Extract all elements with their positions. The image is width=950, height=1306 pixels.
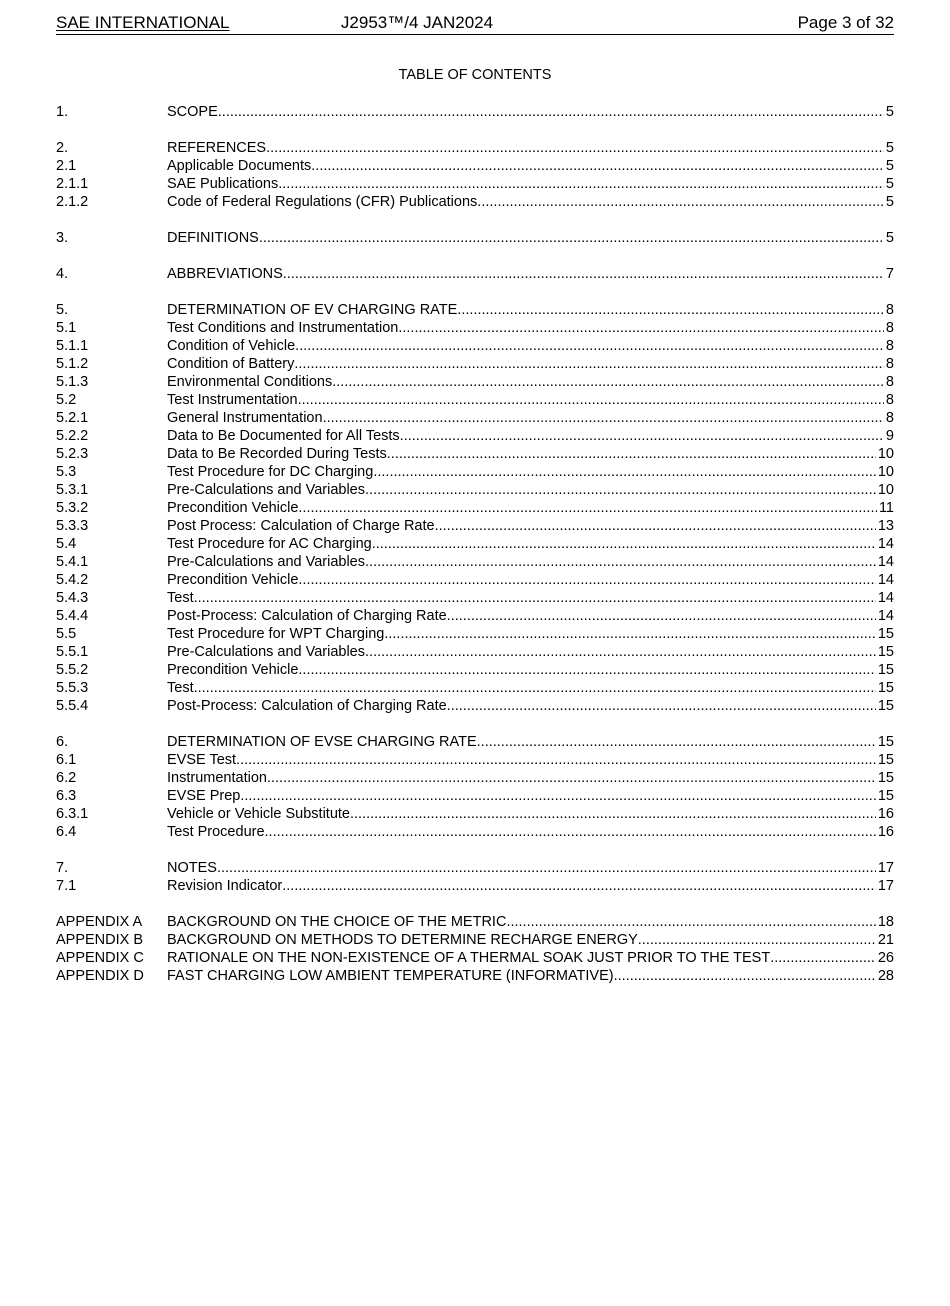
dot-leader xyxy=(218,103,884,121)
toc-entry-number: 2.1.2 xyxy=(56,194,89,210)
toc-group xyxy=(56,913,894,985)
toc-entry-title: NOTES xyxy=(167,860,217,876)
toc-entry-title: Pre-Calculations and Variables xyxy=(167,554,366,570)
toc-entry[interactable] xyxy=(56,769,894,787)
toc-entry-page: 7 xyxy=(885,266,894,282)
toc-entry-number: 7. xyxy=(56,860,69,876)
toc-entry-number: 5.3.3 xyxy=(56,518,89,534)
dot-leader xyxy=(477,193,884,211)
toc-entry[interactable] xyxy=(56,751,894,769)
toc-entry-number: 5. xyxy=(56,302,69,318)
toc-entry[interactable] xyxy=(56,499,894,517)
toc-entry-title: Precondition Vehicle xyxy=(167,500,299,516)
toc-entry-page: 15 xyxy=(877,626,894,642)
header-org: SAE INTERNATIONAL xyxy=(56,13,230,32)
toc-group xyxy=(56,229,894,247)
toc-group xyxy=(56,301,894,715)
toc-entry-page: 14 xyxy=(877,536,894,552)
toc-entry-page: 5 xyxy=(885,104,894,120)
dot-leader xyxy=(298,391,884,409)
dot-leader xyxy=(350,805,876,823)
toc-entry[interactable] xyxy=(56,157,894,175)
toc-group xyxy=(56,265,894,283)
toc-entry-number: 5.3.1 xyxy=(56,482,89,498)
toc-entry-number: APPENDIX D xyxy=(56,968,144,984)
toc-entry-title: BACKGROUND ON THE CHOICE OF THE METRIC xyxy=(167,914,507,930)
dot-leader xyxy=(298,571,875,589)
toc-entry-page: 10 xyxy=(877,464,894,480)
toc-entry[interactable] xyxy=(56,445,894,463)
toc-entry-title: Code of Federal Regulations (CFR) Publications xyxy=(167,194,478,210)
toc-entry-page: 5 xyxy=(885,230,894,246)
toc-entry-number: 2.1 xyxy=(56,158,77,174)
page-header xyxy=(56,12,894,35)
toc-entry-page: 15 xyxy=(877,752,894,768)
toc-entry[interactable] xyxy=(56,661,894,679)
toc-entry-number: 5.2.2 xyxy=(56,428,89,444)
toc-entry-title: DETERMINATION OF EVSE CHARGING RATE xyxy=(167,734,477,750)
dot-leader xyxy=(283,265,884,283)
toc-entry-page: 13 xyxy=(877,518,894,534)
toc-entry[interactable] xyxy=(56,823,894,841)
dot-leader xyxy=(447,697,876,715)
toc-entry[interactable] xyxy=(56,571,894,589)
toc-entry-page: 8 xyxy=(885,374,894,390)
toc-entry-title: DEFINITIONS xyxy=(167,230,259,246)
toc-entry[interactable] xyxy=(56,679,894,697)
dot-leader xyxy=(240,787,876,805)
dot-leader xyxy=(365,481,876,499)
toc-entry[interactable] xyxy=(56,607,894,625)
toc-entry-title: REFERENCES xyxy=(167,140,267,156)
dot-leader xyxy=(384,625,876,643)
header-page-number: Page 3 of 32 xyxy=(797,13,894,32)
toc-entry-title: Test Procedure for DC Charging xyxy=(167,464,374,480)
toc-entry-title: SAE Publications xyxy=(167,176,279,192)
toc-entry[interactable] xyxy=(56,859,894,877)
toc-entry-page: 5 xyxy=(885,140,894,156)
toc-entry[interactable] xyxy=(56,625,894,643)
toc-entry-page: 16 xyxy=(877,824,894,840)
toc-entry-number: 5.3.2 xyxy=(56,500,89,516)
toc-entry-title: Test xyxy=(167,680,194,696)
dot-leader xyxy=(194,679,876,697)
toc-entry-page: 9 xyxy=(885,428,894,444)
toc-entry[interactable] xyxy=(56,427,894,445)
toc-entry-title: EVSE Prep xyxy=(167,788,241,804)
dot-leader xyxy=(311,157,884,175)
dot-leader xyxy=(387,445,876,463)
dot-leader xyxy=(447,607,876,625)
toc-entry-number: 3. xyxy=(56,230,69,246)
toc-entry-number: 5.5.3 xyxy=(56,680,89,696)
dot-leader xyxy=(278,175,884,193)
toc-entry-number: 7.1 xyxy=(56,878,77,894)
dot-leader xyxy=(266,139,884,157)
toc-entry-page: 14 xyxy=(877,572,894,588)
toc-entry-page: 17 xyxy=(877,878,894,894)
dot-leader xyxy=(477,733,876,751)
toc-entry-page: 15 xyxy=(877,770,894,786)
toc-entry-number: 6.3 xyxy=(56,788,77,804)
dot-leader xyxy=(365,643,876,661)
dot-leader xyxy=(282,877,876,895)
toc-entry-title: Condition of Battery xyxy=(167,356,295,372)
dot-leader xyxy=(259,229,884,247)
toc-entry-page: 21 xyxy=(877,932,894,948)
toc-entry[interactable] xyxy=(56,931,894,949)
toc-entry[interactable] xyxy=(56,967,894,985)
toc-entry-title: Test Procedure for WPT Charging xyxy=(167,626,385,642)
toc-entry-page: 8 xyxy=(885,392,894,408)
toc-entry[interactable] xyxy=(56,805,894,823)
toc-entry-number: 1. xyxy=(56,104,69,120)
toc-entry-title: DETERMINATION OF EV CHARGING RATE xyxy=(167,302,458,318)
toc-entry-page: 8 xyxy=(885,338,894,354)
toc-entry-page: 18 xyxy=(877,914,894,930)
toc-group xyxy=(56,103,894,121)
toc-entry-page: 15 xyxy=(877,644,894,660)
toc-entry[interactable] xyxy=(56,175,894,193)
toc-entry-number: 5.4 xyxy=(56,536,77,552)
toc-entry-page: 14 xyxy=(877,590,894,606)
toc-entry-page: 5 xyxy=(885,158,894,174)
toc-entry-page: 17 xyxy=(877,860,894,876)
toc-entry-number: 4. xyxy=(56,266,69,282)
toc-entry[interactable] xyxy=(56,319,894,337)
toc-entry-title: Post-Process: Calculation of Charging Rate xyxy=(167,608,447,624)
toc-entry-page: 15 xyxy=(877,788,894,804)
toc-entry-number: 5.5.4 xyxy=(56,698,89,714)
toc-group xyxy=(56,859,894,895)
toc-entry-title: FAST CHARGING LOW AMBIENT TEMPERATURE (INFORMATIVE) xyxy=(167,968,614,984)
toc-entry[interactable] xyxy=(56,265,894,283)
toc-title: TABLE OF CONTENTS xyxy=(398,67,552,83)
toc-entry-title: Precondition Vehicle xyxy=(167,572,299,588)
dot-leader xyxy=(506,913,875,931)
toc-entry[interactable] xyxy=(56,733,894,751)
toc-entry-title: Test Instrumentation xyxy=(167,392,298,408)
toc-entry-page: 8 xyxy=(885,302,894,318)
toc-entry-page: 8 xyxy=(885,320,894,336)
toc-entry-number: 5.5.2 xyxy=(56,662,89,678)
toc-entry[interactable] xyxy=(56,553,894,571)
toc-entry-page: 15 xyxy=(877,698,894,714)
dot-leader xyxy=(217,859,876,877)
toc-entry-title: Data to Be Documented for All Tests xyxy=(167,428,400,444)
toc-entry-number: 5.4.2 xyxy=(56,572,89,588)
toc-group xyxy=(56,733,894,841)
dot-leader xyxy=(398,319,884,337)
dot-leader xyxy=(638,931,876,949)
dot-leader xyxy=(267,769,876,787)
toc-entry-page: 11 xyxy=(878,500,894,516)
toc-entry-page: 5 xyxy=(885,176,894,192)
dot-leader xyxy=(194,589,876,607)
toc-entry-number: 5.4.4 xyxy=(56,608,89,624)
toc-entry-number: 5.1 xyxy=(56,320,77,336)
toc-entry-title: Test Procedure for AC Charging xyxy=(167,536,372,552)
table-of-contents xyxy=(56,103,894,1003)
toc-entry[interactable] xyxy=(56,409,894,427)
toc-entry-page: 10 xyxy=(877,482,894,498)
toc-entry-page: 26 xyxy=(877,950,894,966)
toc-entry[interactable] xyxy=(56,463,894,481)
toc-entry-page: 28 xyxy=(877,968,894,984)
toc-entry-title: Pre-Calculations and Variables xyxy=(167,482,366,498)
dot-leader xyxy=(373,463,876,481)
toc-entry[interactable] xyxy=(56,301,894,319)
toc-entry[interactable] xyxy=(56,139,894,157)
toc-entry-title: Test xyxy=(167,590,194,606)
toc-entry-title: Instrumentation xyxy=(167,770,267,786)
toc-entry-page: 10 xyxy=(877,446,894,462)
toc-entry-number: 6.3.1 xyxy=(56,806,89,822)
toc-entry-page: 15 xyxy=(877,680,894,696)
toc-entry[interactable] xyxy=(56,391,894,409)
toc-entry-page: 8 xyxy=(885,410,894,426)
toc-entry[interactable] xyxy=(56,373,894,391)
dot-leader xyxy=(298,499,877,517)
dot-leader xyxy=(332,373,884,391)
toc-entry-title: ABBREVIATIONS xyxy=(167,266,283,282)
toc-entry[interactable] xyxy=(56,355,894,373)
toc-entry-number: 5.4.3 xyxy=(56,590,89,606)
toc-entry[interactable] xyxy=(56,913,894,931)
toc-entry-page: 5 xyxy=(885,194,894,210)
toc-entry-number: 5.5.1 xyxy=(56,644,89,660)
toc-entry-title: Post Process: Calculation of Charge Rate xyxy=(167,518,435,534)
toc-entry-number: 5.3 xyxy=(56,464,77,480)
toc-entry-number: 5.2.1 xyxy=(56,410,89,426)
toc-group xyxy=(56,139,894,211)
dot-leader xyxy=(435,517,876,535)
toc-entry-number: 5.4.1 xyxy=(56,554,89,570)
toc-entry[interactable] xyxy=(56,481,894,499)
toc-entry-title: EVSE Test xyxy=(167,752,237,768)
toc-entry-title: Test Conditions and Instrumentation xyxy=(167,320,399,336)
dot-leader xyxy=(298,661,875,679)
toc-entry[interactable] xyxy=(56,103,894,121)
dot-leader xyxy=(400,427,884,445)
toc-entry-number: 2. xyxy=(56,140,69,156)
dot-leader xyxy=(265,823,876,841)
toc-entry-title: SCOPE xyxy=(167,104,218,120)
toc-entry-page: 14 xyxy=(877,554,894,570)
toc-entry-title: Post-Process: Calculation of Charging Rate xyxy=(167,698,447,714)
toc-entry[interactable] xyxy=(56,589,894,607)
toc-entry-title: BACKGROUND ON METHODS TO DETERMINE RECHARGE ENERGY xyxy=(167,932,638,948)
dot-leader xyxy=(457,301,884,319)
toc-entry-page: 15 xyxy=(877,734,894,750)
toc-entry-title: Test Procedure xyxy=(167,824,265,840)
toc-entry-number: APPENDIX B xyxy=(56,932,144,948)
toc-entry-title: RATIONALE ON THE NON-EXISTENCE OF A THERMAL SOAK JUST PRIOR TO THE TEST xyxy=(167,950,771,966)
toc-entry-number: 5.2.3 xyxy=(56,446,89,462)
dot-leader xyxy=(236,751,876,769)
toc-entry-page: 14 xyxy=(877,608,894,624)
toc-entry[interactable] xyxy=(56,535,894,553)
toc-entry-number: 6. xyxy=(56,734,69,750)
toc-entry[interactable] xyxy=(56,337,894,355)
toc-entry-title: Applicable Documents xyxy=(167,158,312,174)
toc-entry-title: Vehicle or Vehicle Substitute xyxy=(167,806,350,822)
toc-entry-number: 5.1.3 xyxy=(56,374,89,390)
toc-entry[interactable] xyxy=(56,949,894,967)
toc-entry-number: 5.5 xyxy=(56,626,77,642)
toc-entry[interactable] xyxy=(56,193,894,211)
dot-leader xyxy=(323,409,884,427)
toc-entry-title: Pre-Calculations and Variables xyxy=(167,644,366,660)
toc-entry[interactable] xyxy=(56,877,894,895)
toc-entry-title: Environmental Conditions xyxy=(167,374,333,390)
toc-entry-title: Revision Indicator xyxy=(167,878,283,894)
toc-entry-number: 6.4 xyxy=(56,824,77,840)
toc-entry-number: 5.2 xyxy=(56,392,77,408)
toc-entry-number: 5.1.1 xyxy=(56,338,89,354)
toc-entry-number: 6.1 xyxy=(56,752,77,768)
toc-entry-title: Condition of Vehicle xyxy=(167,338,296,354)
dot-leader xyxy=(372,535,876,553)
toc-entry-title: Precondition Vehicle xyxy=(167,662,299,678)
toc-entry-number: 2.1.1 xyxy=(56,176,89,192)
dot-leader xyxy=(770,949,876,967)
dot-leader xyxy=(295,337,884,355)
toc-entry-number: 6.2 xyxy=(56,770,77,786)
toc-entry-page: 16 xyxy=(877,806,894,822)
toc-entry-page: 8 xyxy=(885,356,894,372)
toc-entry-number: 5.1.2 xyxy=(56,356,89,372)
dot-leader xyxy=(614,967,876,985)
toc-entry-title: Data to Be Recorded During Tests xyxy=(167,446,387,462)
dot-leader xyxy=(294,355,884,373)
toc-entry-page: 15 xyxy=(877,662,894,678)
toc-entry[interactable] xyxy=(56,697,894,715)
dot-leader xyxy=(365,553,876,571)
toc-entry-number: APPENDIX C xyxy=(56,950,144,966)
header-doc-id: J2953™/4 JAN2024 xyxy=(340,13,494,32)
toc-entry[interactable] xyxy=(56,517,894,535)
toc-entry[interactable] xyxy=(56,643,894,661)
toc-entry[interactable] xyxy=(56,229,894,247)
toc-entry[interactable] xyxy=(56,787,894,805)
toc-entry-number: APPENDIX A xyxy=(56,914,143,930)
toc-entry-title: General Instrumentation xyxy=(167,410,323,426)
